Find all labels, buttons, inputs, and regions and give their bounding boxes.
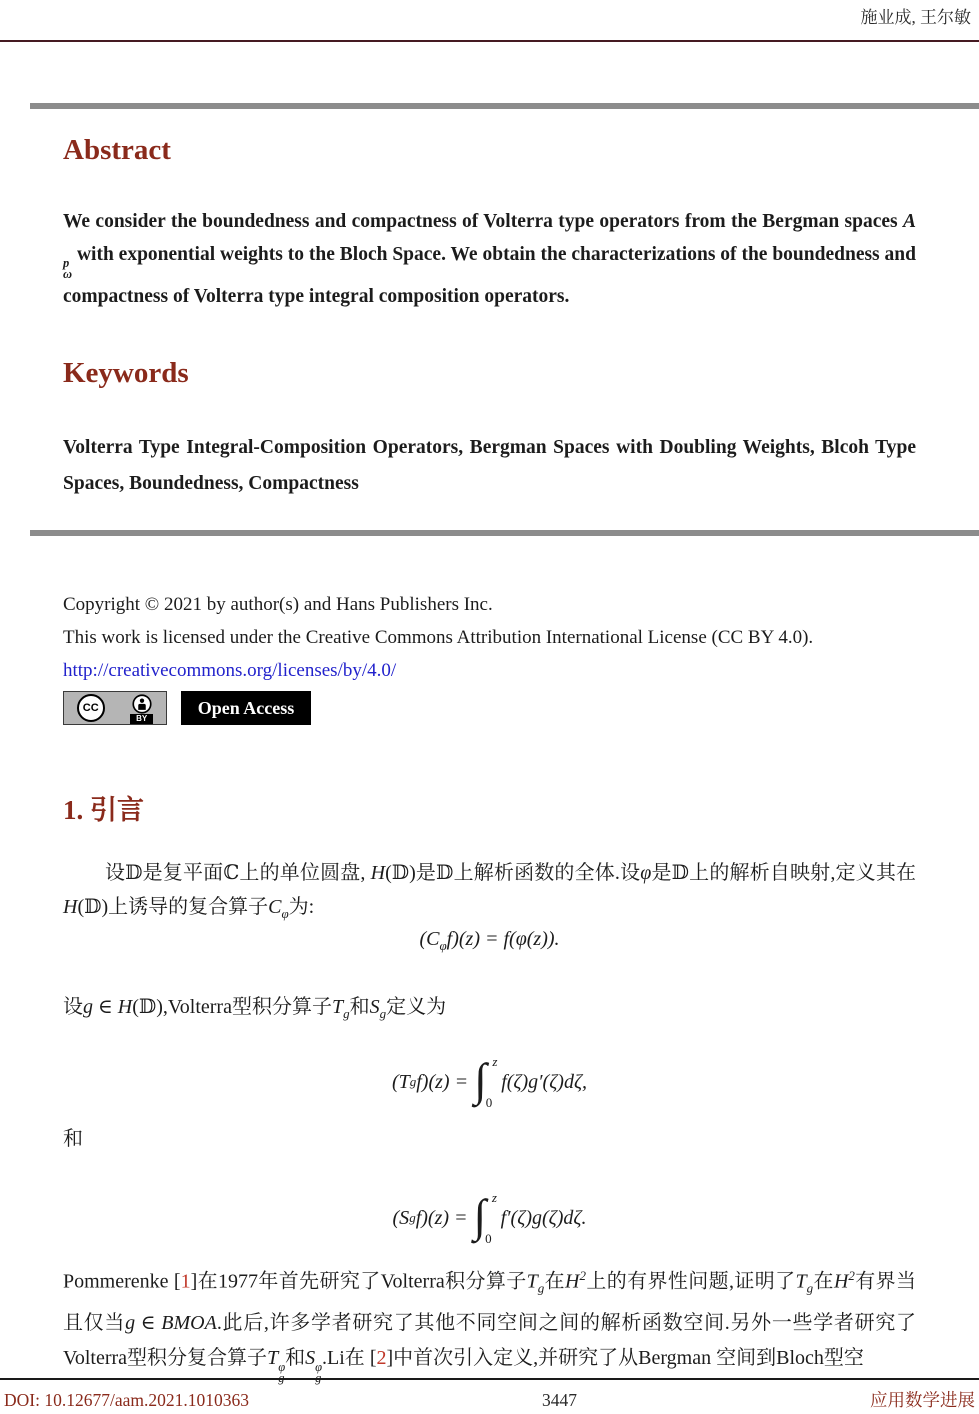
abstract-math-omega: ω bbox=[63, 267, 73, 281]
p3-text-2: 在1977年首先研究了Volterra积分算子 bbox=[197, 1270, 527, 1293]
f1-sub: φ bbox=[439, 938, 447, 953]
license-badges bbox=[63, 691, 916, 725]
p1-text-4: (𝔻)上诱导的复合算子 bbox=[77, 896, 269, 918]
p3-math-gBMOA: g ∈ BMOA bbox=[125, 1311, 217, 1334]
citation-1[interactable] bbox=[174, 1271, 197, 1293]
integral-upper-limit: z bbox=[491, 1190, 497, 1205]
f3-pre: (S bbox=[392, 1206, 410, 1229]
p3-math-Tphi-sup: φ bbox=[278, 1359, 286, 1374]
p2-math-T: T bbox=[331, 996, 344, 1018]
p3-math-H-sup: 2 bbox=[579, 1268, 586, 1283]
connector-and: 和 bbox=[63, 1128, 83, 1150]
p2-math-S: S bbox=[369, 996, 380, 1018]
abstract-math-A: A bbox=[902, 211, 916, 232]
cc-by-attribution bbox=[130, 692, 153, 724]
cc-by-badge[interactable] bbox=[63, 691, 167, 725]
intro-paragraph-1 bbox=[63, 856, 916, 931]
integral-limits bbox=[485, 1054, 498, 1110]
p1-math-H: H bbox=[370, 862, 386, 884]
p1-math-phi: φ bbox=[640, 862, 652, 884]
page-footer bbox=[0, 1387, 979, 1412]
f2-mid: f)(z) = bbox=[416, 1070, 469, 1093]
Tg-operator-formula bbox=[63, 1046, 916, 1118]
citation-2[interactable] bbox=[370, 1347, 393, 1369]
integral-upper-limit: z bbox=[492, 1054, 498, 1069]
f3-sub: g bbox=[409, 1210, 416, 1225]
p3-math-Sphi-supsub bbox=[315, 1359, 323, 1384]
p3-text-6: 有界当且仅当 bbox=[63, 1270, 917, 1334]
p3-text-3: 在 bbox=[544, 1270, 566, 1293]
citation-1-number: 1 bbox=[180, 1270, 191, 1293]
p2-math-S-sub: g bbox=[379, 1006, 387, 1021]
integral-lower-limit: 0 bbox=[485, 1231, 492, 1246]
footer-rule bbox=[0, 1378, 979, 1380]
p3-math-T-sub: g bbox=[537, 1280, 545, 1296]
abstract-heading: Abstract bbox=[63, 134, 171, 166]
bracket-open: [ bbox=[173, 1270, 181, 1293]
p3-text-5: 在 bbox=[813, 1270, 834, 1293]
p3-text-1: Pommerenke bbox=[63, 1270, 174, 1293]
p3-text-4: 上的有界性问题,证明了 bbox=[585, 1270, 796, 1293]
citation-2-number: 2 bbox=[376, 1346, 387, 1369]
bracket-open: [ bbox=[369, 1346, 377, 1369]
integral-icon: ∫ bbox=[473, 1190, 487, 1241]
integral-lower-limit: 0 bbox=[485, 1095, 493, 1110]
integral-limits bbox=[485, 1190, 497, 1246]
abstract-body bbox=[63, 205, 916, 313]
p3-math-H2-sup: 2 bbox=[848, 1268, 855, 1283]
f2-sub: g bbox=[409, 1074, 417, 1089]
footer-journal-name: 应用数学进展 bbox=[869, 1390, 975, 1410]
p1-text-2: (𝔻)是𝔻上解析函数的全体.设 bbox=[385, 862, 641, 884]
p1-text-3: 是𝔻上的解析自映射,定义其在 bbox=[651, 862, 917, 884]
cc-person-icon bbox=[131, 694, 153, 714]
p3-text-7: .此后,许多学者研究了其他不同空间之间的解析函数空间.另外一些学者研究了Volterra型积分复合算子 bbox=[63, 1311, 917, 1369]
cc-logo-icon: CC bbox=[77, 694, 105, 722]
f2-pre: (T bbox=[391, 1070, 410, 1093]
f3-mid: f)(z) = bbox=[415, 1206, 468, 1229]
p2-text-4: 定义为 bbox=[386, 996, 447, 1018]
section-1-heading: 1. 引言 bbox=[63, 795, 144, 825]
p2-math-T-sub: g bbox=[343, 1006, 350, 1021]
cc-by-label: BY bbox=[130, 714, 153, 724]
p3-math-Sphi: S bbox=[305, 1346, 316, 1369]
separator-bar-top bbox=[30, 103, 979, 109]
composition-operator-formula bbox=[63, 928, 916, 954]
p3-math-H: H bbox=[565, 1270, 580, 1293]
p3-text-10: 中首次引入定义,并研究了从Bergman 空间到Bloch型空 bbox=[393, 1346, 864, 1369]
f2-post: f(ζ)g′(ζ)dζ, bbox=[501, 1070, 588, 1093]
copyright-line: Copyright © 2021 by author(s) and Hans Publishers Inc. bbox=[63, 594, 493, 615]
integral-group bbox=[474, 1055, 499, 1109]
footer-page-number: 3447 bbox=[541, 1390, 577, 1410]
footer-doi: DOI: 10.12677/aam.2021.1010363 bbox=[4, 1390, 249, 1410]
abstract-math-p: p bbox=[63, 256, 70, 270]
separator-bar-bottom bbox=[30, 530, 979, 536]
abstract-text-2: with exponential weights to the Bloch Space. We obtain the characterizations of the boundedness and compactness of Volterra type integral composition operators. bbox=[63, 244, 916, 307]
p2-text-2: (𝔻),Volterra型积分算子 bbox=[132, 996, 332, 1018]
p1-math-C-sub: φ bbox=[281, 906, 289, 921]
bracket-close: ] bbox=[190, 1270, 198, 1293]
p1-text-1: 设𝔻是复平面ℂ上的单位圆盘, bbox=[105, 862, 371, 884]
keywords-text: Volterra Type Integral-Composition Operators, Bergman Spaces with Doubling Weights, Blcoh Type Spaces, Boundedness, Compactness bbox=[63, 437, 916, 494]
p3-math-T: T bbox=[526, 1270, 538, 1293]
header-rule bbox=[0, 40, 979, 42]
f3-post: f′(ζ)g(ζ)dζ. bbox=[500, 1206, 587, 1229]
p3-text-8: 和 bbox=[285, 1346, 306, 1369]
abstract-text-1: We consider the boundedness and compactness of Volterra type operators from the Bergman spaces bbox=[63, 211, 903, 232]
p1-text-5: 为: bbox=[288, 896, 315, 918]
p2-text-1: 设 bbox=[63, 996, 83, 1018]
p3-math-Sphi-sup: φ bbox=[315, 1359, 323, 1374]
f1-pre: (C bbox=[419, 928, 440, 950]
Sg-operator-formula bbox=[63, 1182, 916, 1254]
p3-text-9: .Li在 bbox=[322, 1346, 370, 1369]
p3-math-T2: T bbox=[795, 1270, 807, 1293]
p2-text-3: 和 bbox=[349, 996, 370, 1018]
p2-math-gH: g ∈ H bbox=[83, 996, 133, 1018]
p3-math-H2: H bbox=[833, 1270, 849, 1293]
license-line: This work is licensed under the Creative Commons Attribution International License (CC BY 4.0). bbox=[63, 627, 814, 648]
p1-math-C: C bbox=[268, 896, 282, 918]
keywords-heading: Keywords bbox=[63, 357, 189, 389]
bracket-close: ] bbox=[386, 1346, 394, 1369]
p3-math-Tphi: T bbox=[267, 1346, 279, 1369]
p1-math-H2: H bbox=[63, 896, 78, 918]
intro-paragraph-3 bbox=[63, 1258, 916, 1384]
intro-paragraph-2 bbox=[63, 990, 916, 1031]
page-header-authors: 施业成, 王尔敏 bbox=[860, 8, 971, 27]
license-url-link[interactable]: http://creativecommons.org/licenses/by/4.0/ bbox=[63, 660, 397, 681]
p3-math-T2-sub: g bbox=[806, 1280, 814, 1296]
integral-group bbox=[474, 1191, 499, 1245]
open-access-badge[interactable]: Open Access bbox=[181, 691, 311, 725]
abstract-math-sup-sub bbox=[63, 258, 72, 280]
f1-body: f)(z) = f(φ(z)). bbox=[446, 928, 560, 950]
integral-icon: ∫ bbox=[474, 1054, 487, 1105]
license-block bbox=[63, 588, 916, 687]
